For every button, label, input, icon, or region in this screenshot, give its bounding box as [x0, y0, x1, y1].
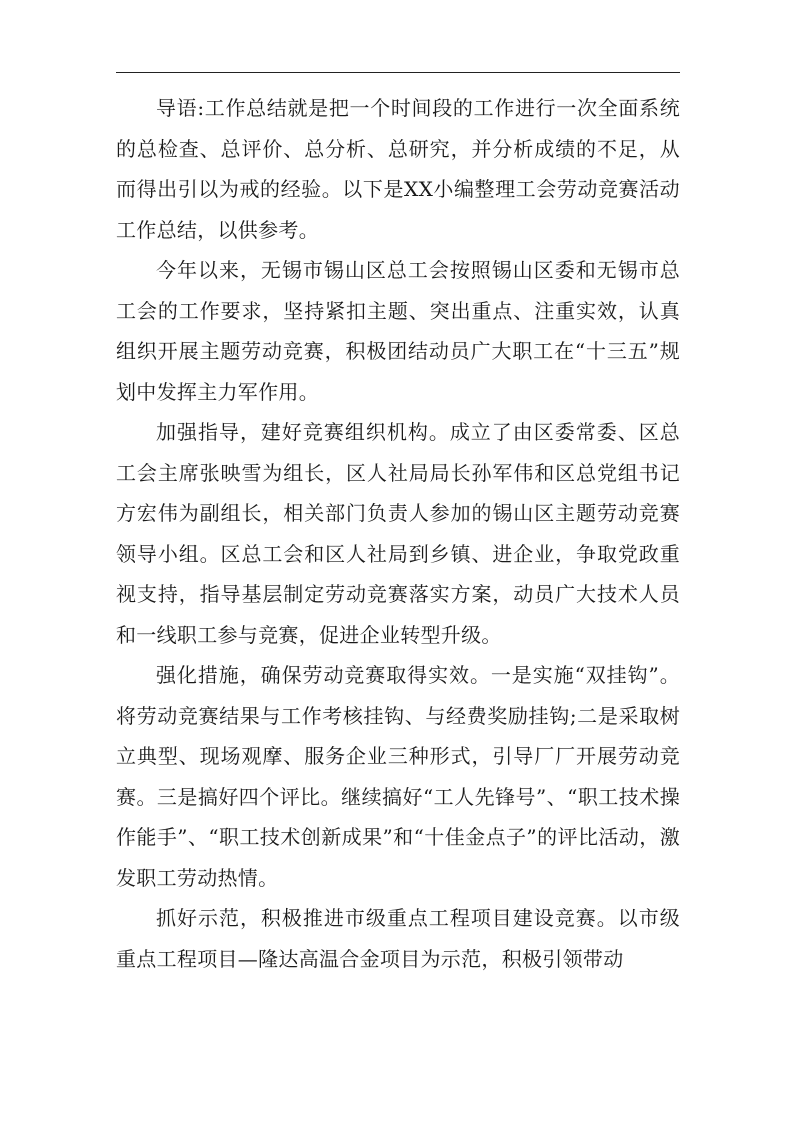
paragraph-overview: 今年以来，无锡市锡山区总工会按照锡山区委和无锡市总工会的工作要求，坚持紧扣主题、突出重点、注重实效，认真组织开展主题劳动竞赛，积极团结动员广大职工在“十三五”规划中发挥主力军作用。 — [116, 258, 680, 404]
document-body — [116, 88, 680, 979]
paragraph-guidance: 加强指导，建好竞赛组织机构。成立了由区委常委、区总工会主席张映雪为组长，区人社局局长孙军伟和区总党组书记方宏伟为副组长，相关部门负责人参加的锡山区主题劳动竞赛领导小组。区总工会和区人社局到乡镇、进企业，争取党政重视支持，指导基层制定劳动竞赛落实方案，动员广大技术人员和一线职工参与竞赛，促进企业转型升级。 — [116, 420, 680, 647]
paragraph-demonstration: 抓好示范，积极推进市级重点工程项目建设竞赛。以市级重点工程项目—隆达高温合金项目为示范，积极引领带动 — [116, 906, 680, 971]
header-rule — [116, 72, 680, 73]
paragraph-measures: 强化措施，确保劳动竞赛取得实效。一是实施“双挂钩”。将劳动竞赛结果与工作考核挂钩、与经费奖励挂钩;二是采取树立典型、现场观摩、服务企业三种形式，引导厂厂开展劳动竞赛。三是搞好四个评比。继续搞好“工人先锋号”、“职工技术操作能手”、“职工技术创新成果”和“十佳金点子”的评比活动，激发职工劳动热情。 — [116, 663, 680, 890]
paragraph-intro: 导语:工作总结就是把一个时间段的工作进行一次全面系统的总检查、总评价、总分析、总研究，并分析成绩的不足，从而得出引以为戒的经验。以下是XX小编整理工会劳动竞赛活动工作总结，以供参考。 — [116, 96, 680, 242]
